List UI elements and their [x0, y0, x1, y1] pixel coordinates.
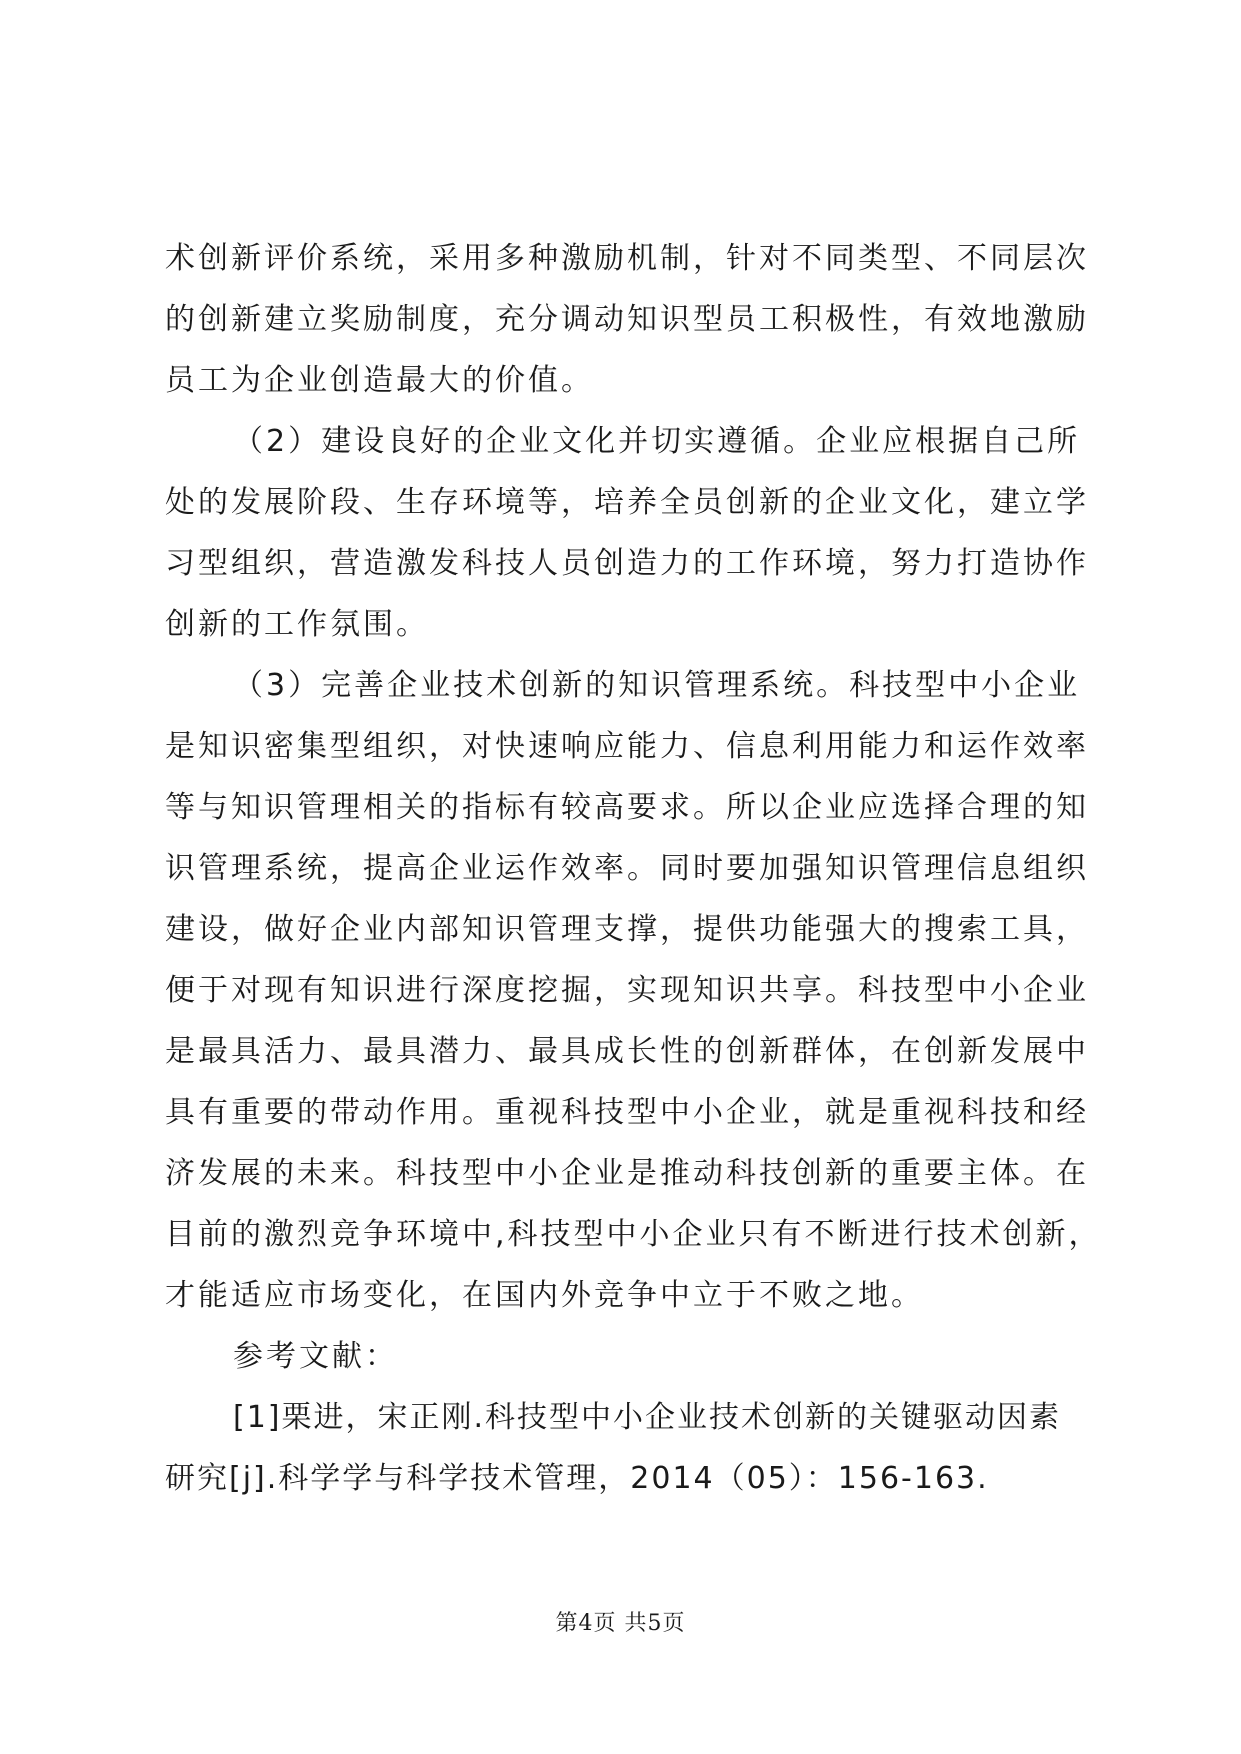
text-line: 等与知识管理相关的指标有较高要求。所以企业应选择合理的知	[165, 790, 1089, 825]
text-line: （3）完善企业技术创新的知识管理系统。科技型中小企业	[233, 668, 1081, 703]
text-line: 处的发展阶段、生存环境等，培养全员创新的企业文化，建立学	[165, 485, 1089, 520]
text-line: 是知识密集型组织，对快速响应能力、信息利用能力和运作效率	[165, 729, 1089, 764]
text-line: 济发展的未来。科技型中小企业是推动科技创新的重要主体。在	[165, 1156, 1089, 1191]
text-line: 具有重要的带动作用。重视科技型中小企业，就是重视科技和经	[165, 1095, 1089, 1130]
references-heading: 参考文献：	[233, 1339, 398, 1374]
text-line: 创新的工作氛围。	[165, 607, 429, 642]
text-line: 才能适应市场变化，在国内外竞争中立于不败之地。	[165, 1278, 924, 1313]
text-line: 识管理系统，提高企业运作效率。同时要加强知识管理信息组织	[165, 851, 1089, 886]
text-line: 员工为企业创造最大的价值。	[165, 363, 594, 398]
page-footer: 第4页 共5页	[555, 1611, 686, 1636]
text-line: 习型组织，营造激发科技人员创造力的工作环境，努力打造协作	[165, 546, 1089, 581]
text-line: 的创新建立奖励制度，充分调动知识型员工积极性，有效地激励	[165, 302, 1089, 337]
text-line: 目前的激烈竞争环境中,科技型中小企业只有不断进行技术创新，	[165, 1217, 1102, 1252]
text-line: 便于对现有知识进行深度挖掘，实现知识共享。科技型中小企业	[165, 973, 1089, 1008]
text-line: （2）建设良好的企业文化并切实遵循。企业应根据自己所	[233, 424, 1081, 459]
document-body	[165, 228, 1102, 1509]
text-line: 建设，做好企业内部知识管理支撑，提供功能强大的搜索工具，	[165, 912, 1089, 947]
reference-entry-continued: 研究[j].科学学与科学技术管理，2014（05）：156-163.	[165, 1461, 989, 1496]
reference-entry: [1]栗进，宋正刚.科技型中小企业技术创新的关键驱动因素	[233, 1400, 1062, 1435]
text-line: 术创新评价系统，采用多种激励机制，针对不同类型、不同层次	[165, 241, 1089, 276]
text-line: 是最具活力、最具潜力、最具成长性的创新群体，在创新发展中	[165, 1034, 1089, 1069]
